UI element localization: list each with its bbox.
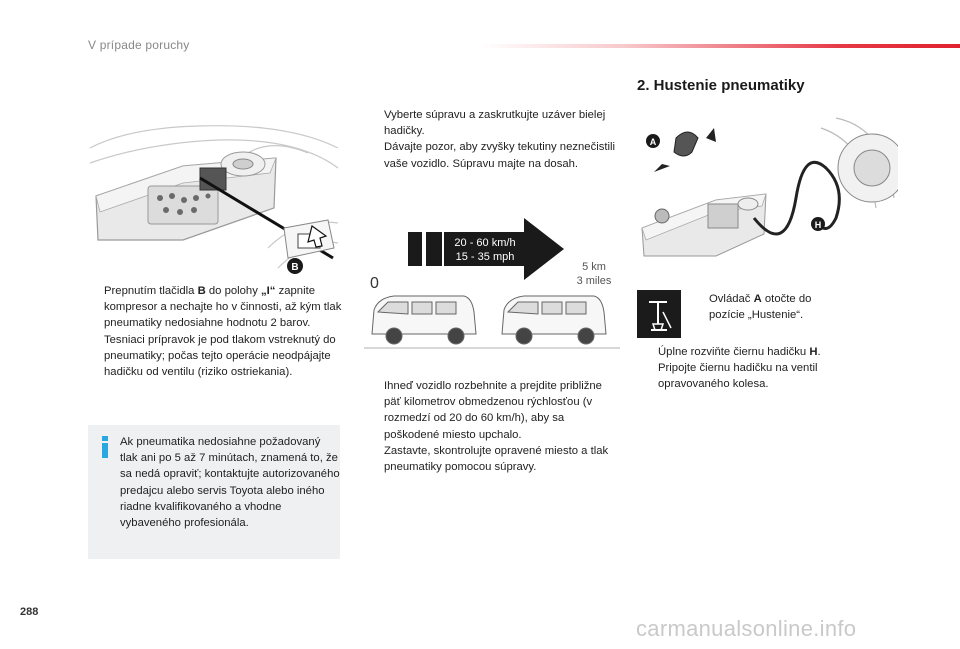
header-accent-bar: [480, 44, 960, 48]
callout-b: B: [291, 262, 299, 273]
info-icon: [100, 436, 110, 458]
page-number: 288: [20, 606, 39, 618]
step-connect-hose: Pripojte čiernu hadičku na ventil opravovaného kolesa.: [658, 362, 818, 391]
step-drive: Ihneď vozidlo rozbehnite a prejdite približne päť kilometrov obmedzenou rýchlosťou (v rozmedzí od 20 do 60 km/h), aby sa poškodené miesto upchalo. Zastavte, skontrolujte opravené miesto a tlak pneumatiky pomocou súpravy.: [368, 378, 620, 475]
speed-distance-illustration: [364, 212, 620, 352]
step-switch-b-note: Tesniaci prípravok je pod tlakom vstreknutý do pneumatiky; počas tejto operácie neodpájajte hadičku od ventilu (riziko ostriekania).: [104, 333, 336, 379]
inflation-lever-icon: [637, 290, 681, 338]
distance-start-label: 0: [370, 275, 379, 292]
info-text: Ak pneumatika nedosiahne požadovaný tlak ani po 5 až 7 minútach, znamená to, že sa nedá opraviť; kontaktujte autorizovaného predajcu alebo servis Toyota alebo iného riadne kvalifikovaného a vhodne vybaveného profesionála.: [120, 436, 340, 530]
step-hose: Úplne rozviňte čiernu hadičku H. Pripojte čiernu hadičku na ventil opravovaného kolesa.: [642, 344, 852, 393]
step-select-kit: Vyberte súpravu a zaskrutkujte uzáver bielej hadičky. Dávajte pozor, aby zvyšky tekutiny neznečistili vaše vozidlo. Súpravu majte na dosah.: [368, 107, 620, 172]
compressor-hose-illustration: [636, 108, 898, 270]
page-header-title: V prípade poruchy: [88, 38, 190, 52]
van-end-illustration: [502, 296, 606, 344]
section-heading: 2. Hustenie pneumatiky: [637, 77, 805, 94]
distance-km-label: 5 km: [582, 261, 606, 273]
step-knob-a: Ovládač A otočte do pozície „Hustenie“.: [709, 293, 812, 322]
speed-mph-label: 15 - 35 mph: [455, 251, 515, 263]
distance-miles-label: 3 miles: [576, 275, 612, 287]
step-check: Zastavte, skontrolujte opravené miesto a tlak pneumatiky pomocou súpravy.: [384, 444, 609, 474]
step-select-kit-note: Dávajte pozor, aby zvyšky tekutiny neznečistili vaše vozidlo. Súpravu majte na dosah.: [384, 141, 616, 170]
callout-h: H: [814, 220, 822, 230]
watermark: carmanualsonline.info: [636, 616, 857, 641]
speed-kmh-label: 20 - 60 km/h: [454, 237, 516, 249]
compressor-switch-illustration: [88, 108, 340, 278]
callout-a: A: [649, 137, 657, 147]
step-switch-b: Prepnutím tlačidla B do polohy „I“ zapnite kompresor a nechajte ho v činnosti, až kým tlak pneumatiky nedosiahne hodnotu 2 barov. Tesniaci prípravok je pod tlakom vstreknutý do pneumatiky; počas tejto operácie neodpájajte hadičku od ventilu (riziko ostriekania).: [88, 283, 342, 380]
van-start-illustration: [372, 296, 476, 344]
